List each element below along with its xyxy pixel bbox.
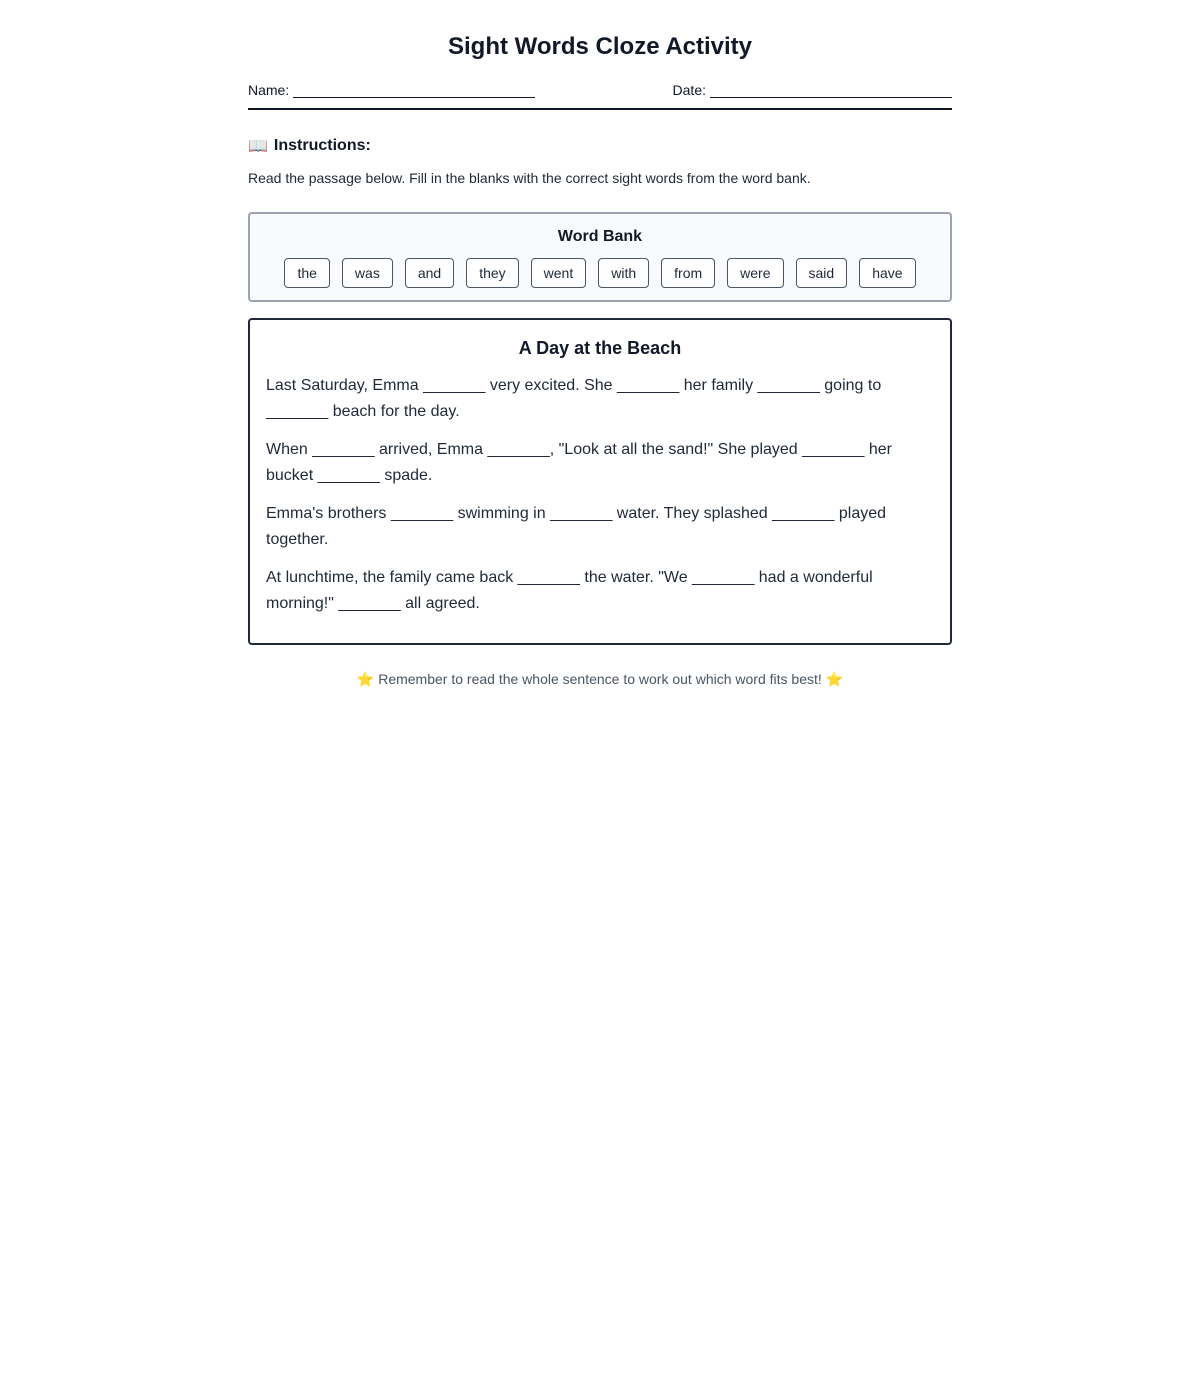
name-blank-line[interactable] xyxy=(293,83,535,98)
name-label: Name: xyxy=(248,82,290,98)
date-blank-line[interactable] xyxy=(710,83,952,98)
passage-paragraph: Emma's brothers _______ swimming in _______ water. They splashed _______ played together. xyxy=(266,505,887,548)
instructions-heading-text: Instructions: xyxy=(273,137,371,154)
word-chip: they xyxy=(466,258,518,288)
word-chip: and xyxy=(405,258,454,288)
instructions-text: Read the passage below. Fill in the blanks with the correct sight words from the word bank. xyxy=(248,170,811,186)
word-chip: the xyxy=(284,258,329,288)
page-title: Sight Words Cloze Activity xyxy=(447,33,753,60)
date-field xyxy=(673,82,952,98)
name-date-row xyxy=(248,82,952,110)
word-list xyxy=(266,258,934,288)
word-chip: from xyxy=(661,258,715,288)
word-chip: was xyxy=(342,258,393,288)
word-chip: have xyxy=(859,258,915,288)
word-chip: with xyxy=(598,258,649,288)
date-label: Date: xyxy=(672,82,706,98)
word-chip: said xyxy=(796,258,848,288)
book-icon: 📖 xyxy=(248,138,268,155)
word-bank xyxy=(248,212,952,302)
instructions-heading xyxy=(248,136,952,156)
passage-title: A Day at the Beach xyxy=(518,338,682,358)
passage-paragraph: When _______ arrived, Emma _______, "Look at all the sand!" She played _______ her bucket _______ spade. xyxy=(266,441,893,484)
word-bank-title: Word Bank xyxy=(557,228,643,245)
word-chip: went xyxy=(531,258,587,288)
passage-paragraph: At lunchtime, the family came back _______ the water. "We _______ had a wonderful morning!" _______ all agreed. xyxy=(266,569,873,612)
passage-paragraph: Last Saturday, Emma _______ very excited. She _______ her family _______ going to _______ beach for the day. xyxy=(266,377,882,420)
footer-tip: ⭐ Remember to read the whole sentence to work out which word fits best! ⭐ xyxy=(356,671,844,687)
worksheet xyxy=(248,0,952,688)
word-chip: were xyxy=(727,258,783,288)
name-field xyxy=(248,82,535,98)
passage-box xyxy=(248,318,952,645)
